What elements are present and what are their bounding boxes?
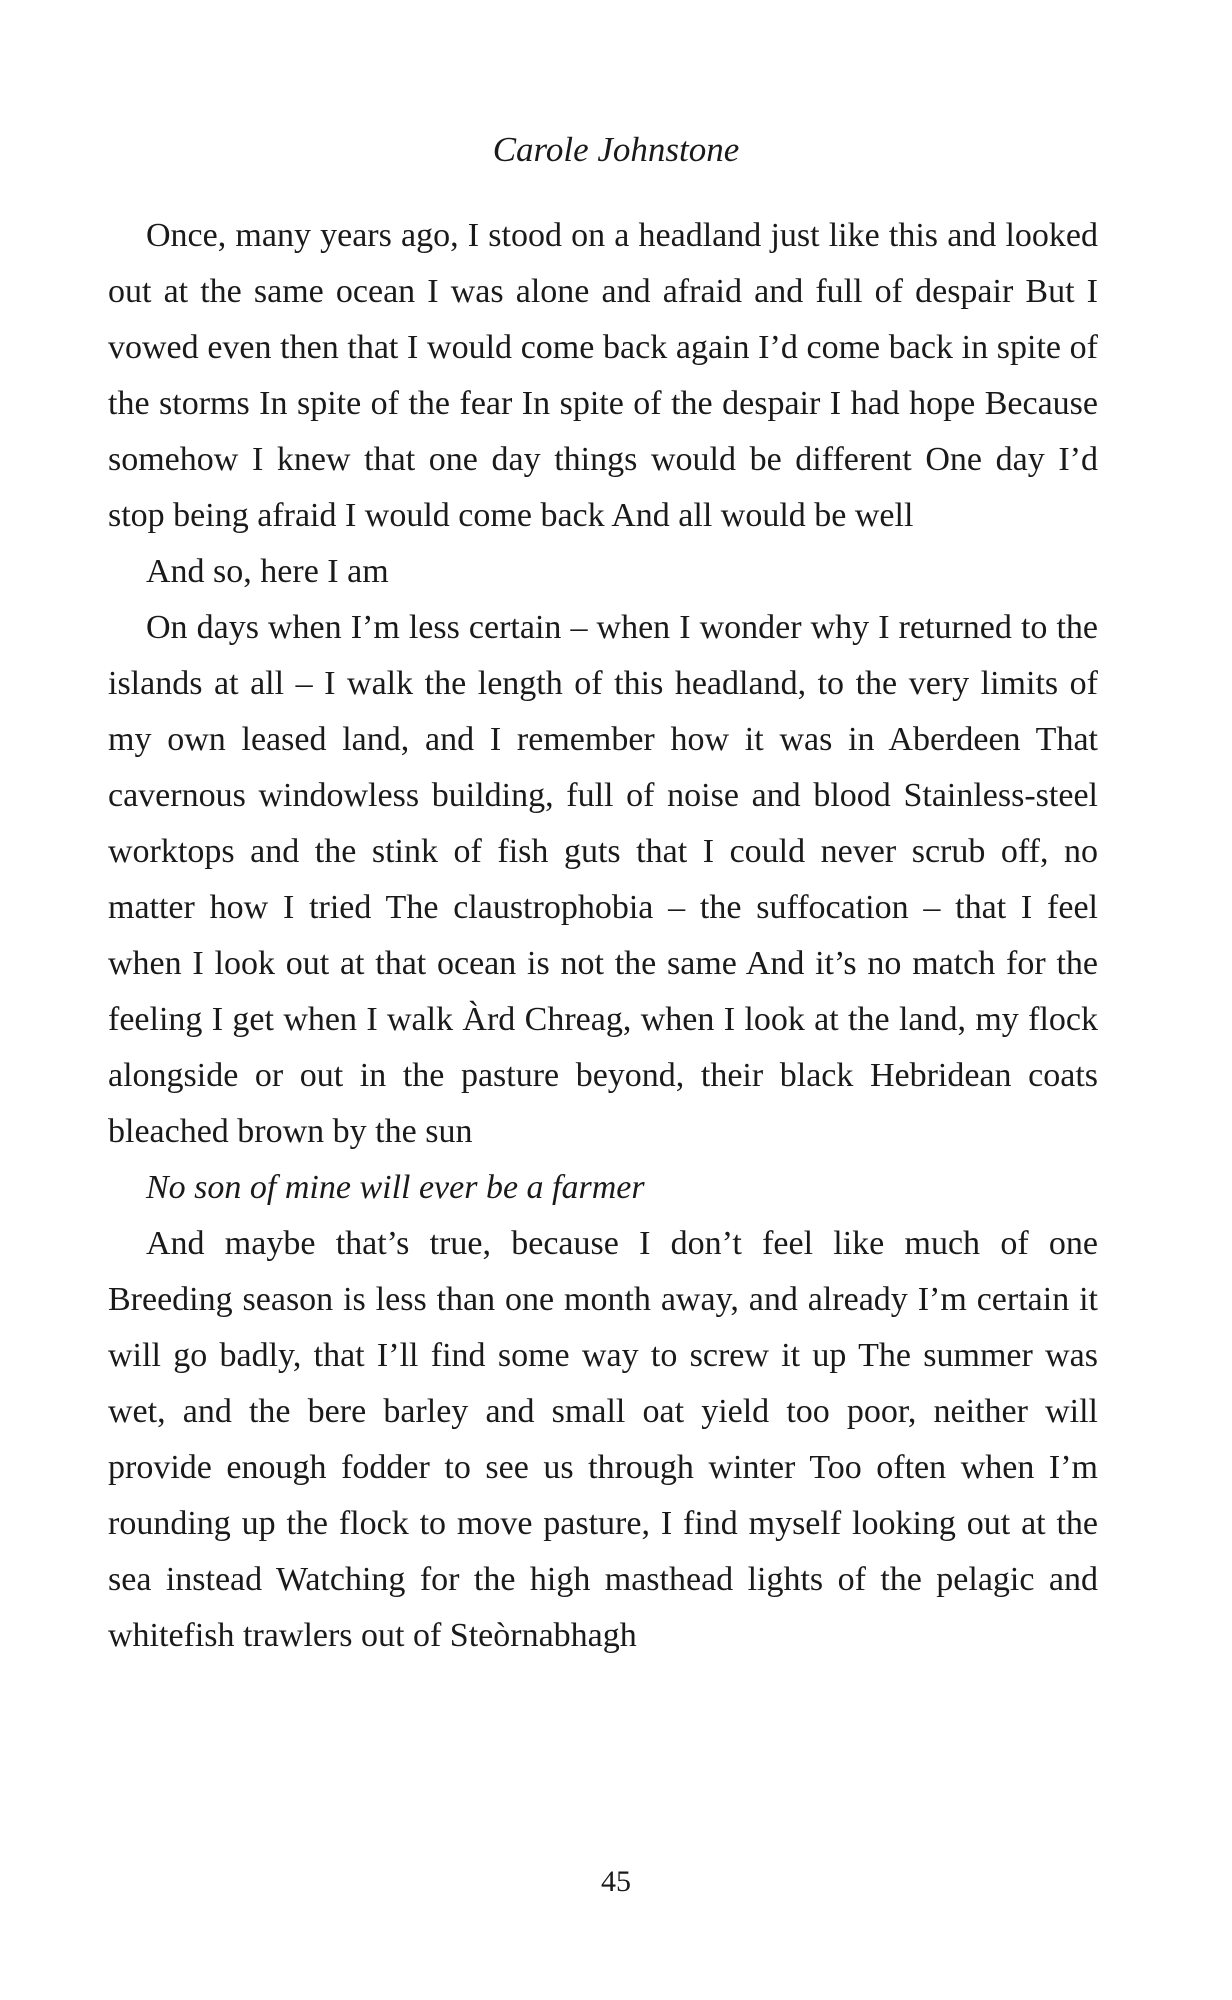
paragraph-aberdeen: On days when I’m less certain – when I wonder why I returned to the islands at all – I walk the length of this headland, to the very limits of my own leased land, and I remember how it was in Aberdeen That cavernous windowless building, full of noise and blood Stainless-steel worktops and the stink of fish guts that I could never scrub off, no matter how I tried The claustrophobia – the suffocation – that I feel when I look out at that ocean is not the same And it’s no match for the feeling I get when I walk Àrd Chreag, when I look at the land, my flock alongside or out in the pasture beyond, their black Hebridean coats bleached brown by the sun: [108, 609, 1098, 1150]
paragraph-here-i-am: And so, here I am: [146, 553, 389, 590]
paragraph-italic-quote: No son of mine will ever be a farmer: [146, 1169, 645, 1206]
running-head-author: Carole Johnstone: [492, 130, 740, 169]
body-text: [108, 208, 1098, 1664]
page-number: 45: [601, 1865, 631, 1898]
paragraph-breeding-season: And maybe that’s true, because I don’t feel like much of one Breeding season is less than one month away, and already I’m certain it will go badly, that I’ll find some way to screw it up The summer was wet, and the bere barley and small oat yield too poor, neither will provide enough fodder to see us through winter Too often when I’m rounding up the flock to move pasture, I find myself looking out at the sea instead Watching for the high masthead lights of the pelagic and whitefish trawlers out of Steòrnabhagh: [108, 1225, 1098, 1654]
paragraph-headland-memory: Once, many years ago, I stood on a headland just like this and looked out at the same ocean I was alone and afraid and full of despair But I vowed even then that I would come back again I’d come back in spite of the storms In spite of the fear In spite of the despair I had hope Because somehow I knew that one day things would be different One day I’d stop being afraid I would come back And all would be well: [108, 217, 1098, 534]
